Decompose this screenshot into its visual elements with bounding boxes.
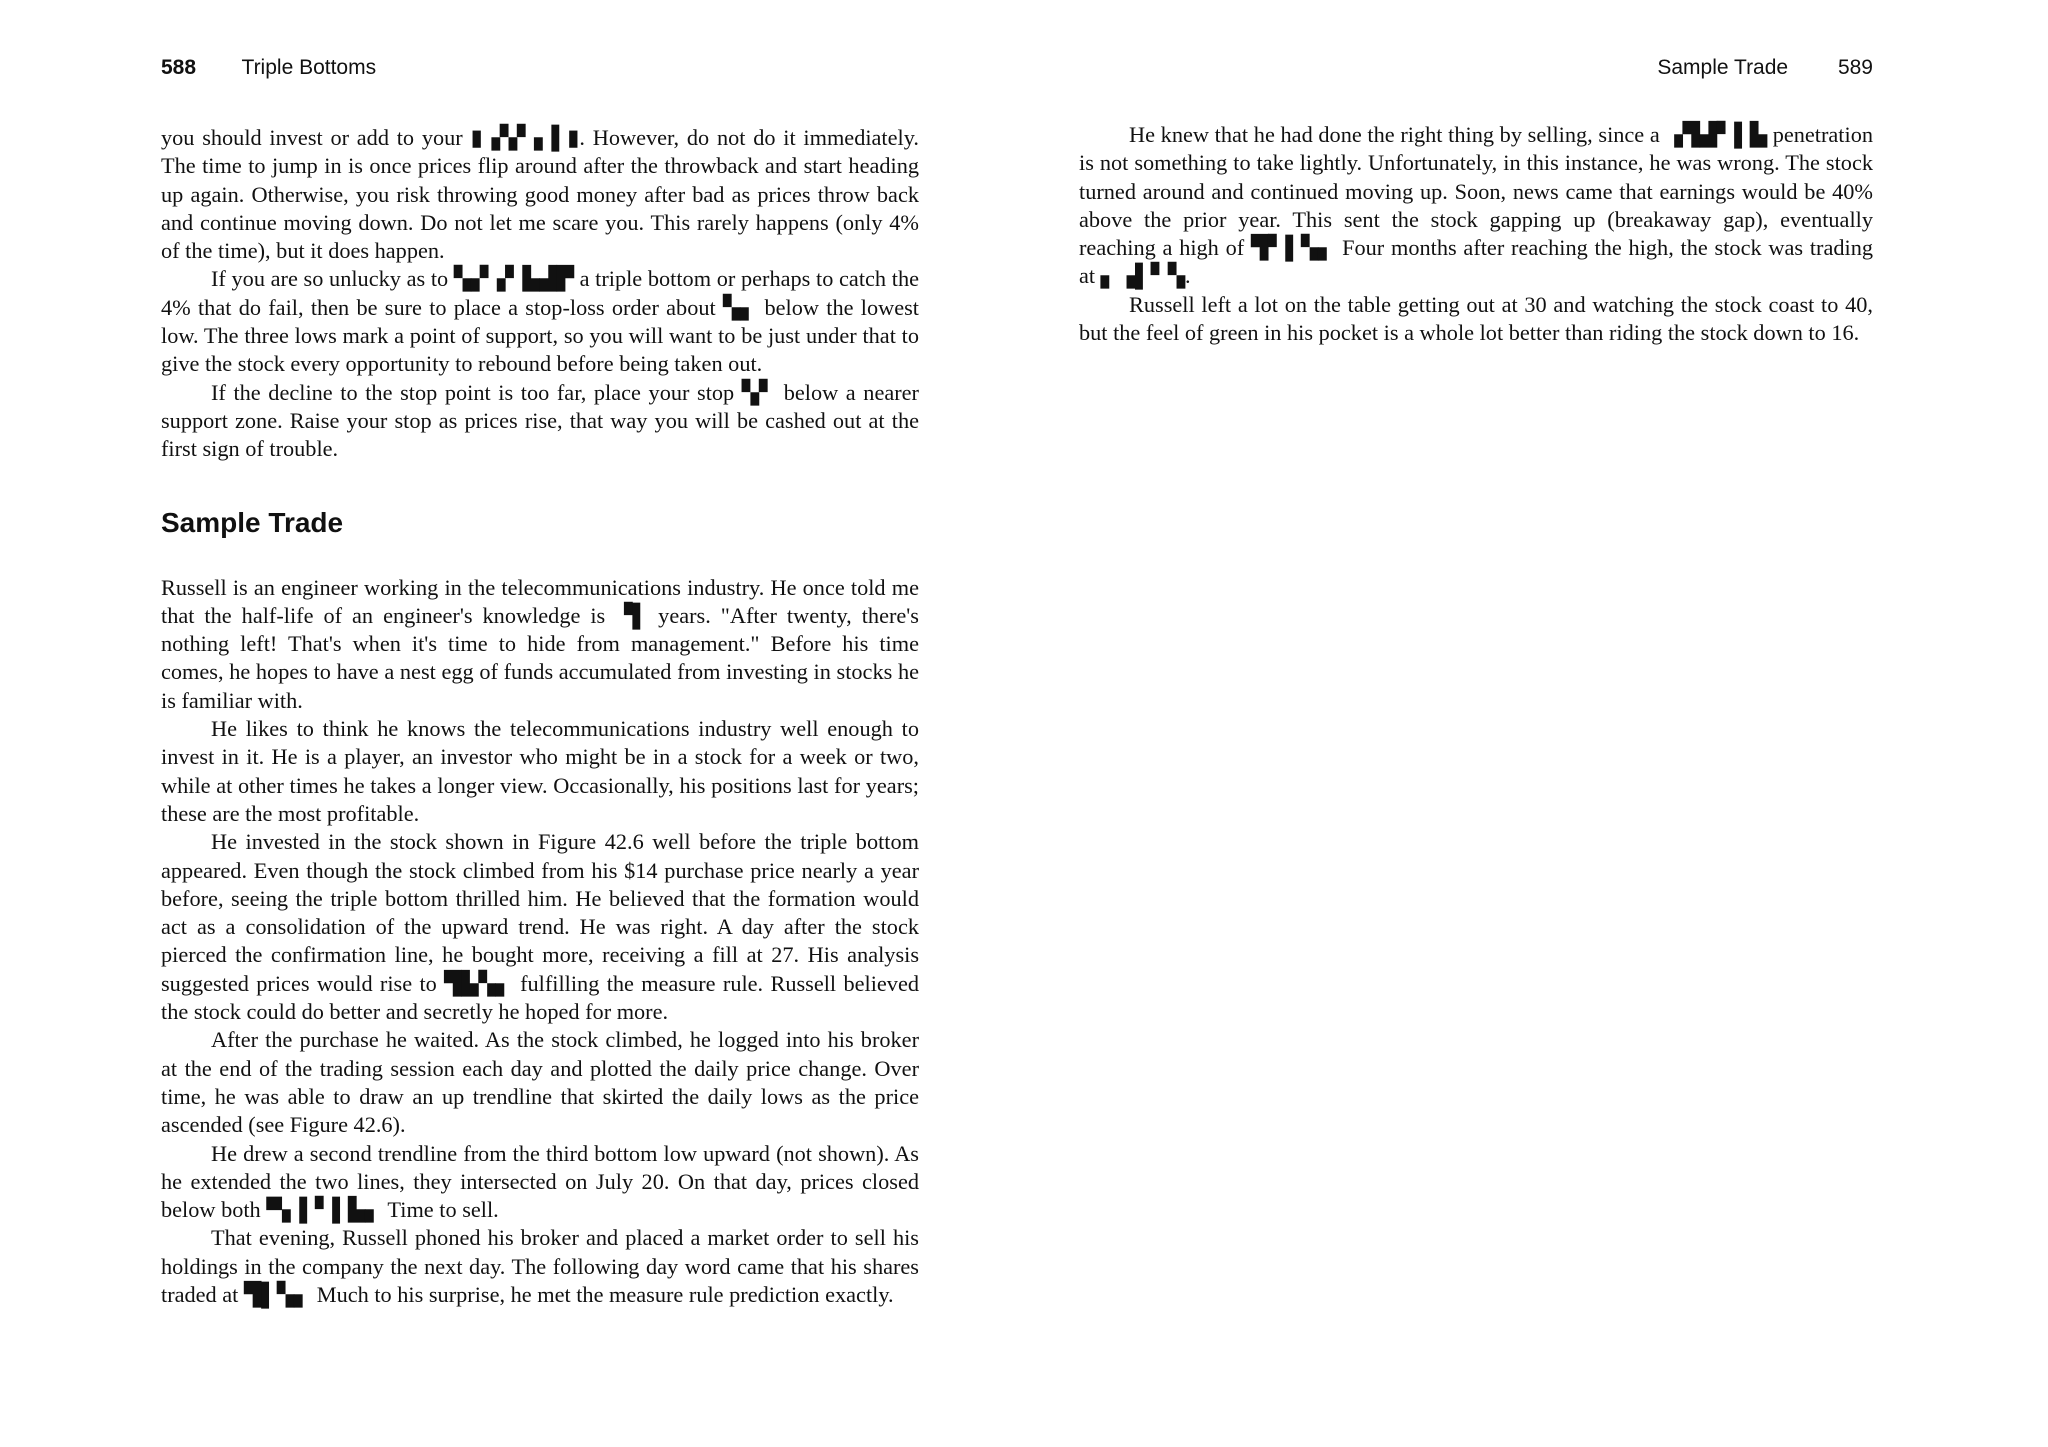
paragraph: Russell is an engineer working in the telecommunications industry. He once told me that the half-life of an engineer's knowledge is ▝▌ years. "After twenty, there's nothing left! That's when it's time to hide from management." Before his time comes, he hopes to have a nest egg of funds accumulated from investing in stocks he is familiar with.: [161, 574, 919, 713]
left-running-head: Triple Bottoms: [241, 56, 377, 79]
paragraph: you should invest or add to your ▮▗▚▘▖▌▮. However, do not do it immediately. The time to jump in is once prices flip around after the throwback and start heading up again. Otherwise, you risk throwing good money after bad as prices throw back and continue moving down. Do not let me scare you. This rarely happens (only 4% of the time), but it does happen.: [161, 125, 919, 264]
right-page: [1024, 0, 2048, 1447]
left-page-number: 588: [161, 56, 197, 79]
paragraph: He drew a second trendline from the third bottom low upward (not shown). As he extended the two lines, they intersected on July 20. On that day, prices closed below both ▀▖▌▘▌▙▖ Time to sell.: [161, 1140, 919, 1223]
paragraph: If you are so unlucky as to ▚▞▗▘▙▟▛ a triple bottom or perhaps to catch the 4% that do fail, then be sure to place a stop-loss order about ▚▖ below the lowest low. The three lows mark a point of support, so you will want to be just under that to give the stock every opportunity to rebound before being taken out.: [161, 266, 919, 377]
section-heading: Sample Trade: [161, 506, 344, 538]
right-page-header: [1657, 56, 1873, 80]
paragraph: Russell left a lot on the table getting out at 30 and watching the stock coast to 40, but the feel of green in his pocket is a whole lot better than riding the stock down to 16.: [1079, 291, 1873, 346]
left-page-body: [161, 124, 919, 1309]
right-running-head: Sample Trade: [1657, 56, 1789, 79]
paragraph: After the purchase he waited. As the stock climbed, he logged into his broker at the end of the trading session each day and plotted the daily price change. Over time, he was able to draw an up trendline that skirted the daily lows as the price ascended (see Figure 42.6).: [161, 1027, 919, 1138]
paragraph: That evening, Russell phoned his broker and placed a market order to sell his holdings in the company the next day. The following day word came that his shares traded at ▜▌▚▖ Much to his surprise, he met the measure rule prediction exactly.: [161, 1225, 919, 1307]
right-page-body: [1079, 121, 1873, 347]
paragraph: He knew that he had done the right thing by selling, since a ▗▜▟▘▌▙ penetration is not something to take lightly. Unfortunately, in this instance, he was wrong. The stock turned around and continued moving up. Soon, news came that earnings would be 40% above the prior year. This sent the stock gapping up (breakaway gap), eventually reaching a high of ▜▘▌▚▖ Four months after reaching the high, the stock was trading at ▖▗▌▘▚.: [1079, 122, 1873, 289]
paragraph: If the decline to the stop point is too far, place your stop ▚▘ below a nearer support zone. Raise your stop as prices rise, that way you will be cashed out at the first sign of trouble.: [161, 379, 919, 462]
paragraph: He invested in the stock shown in Figure 42.6 well before the triple bottom appeared. Even though the stock climbed from his $14 purchase price nearly a year before, seeing the triple bottom thrilled him. He believed that the formation would act as a consolidation of the upward trend. He was right. A day after the stock pierced the confirmation line, he bought more, receiving a fill at 27. His analysis suggested prices would rise to ▜▙▚▖ fulfilling the measure rule. Russell believed the stock could do better and secretly he hoped for more.: [161, 829, 919, 1025]
left-page-header: [161, 56, 376, 80]
paragraph: He likes to think he knows the telecommunications industry well enough to invest in it. He is a player, an investor who might be in a stock for a week or two, while at other times he takes a longer view. Occasionally, his positions last for years; these are the most profitable.: [161, 716, 919, 826]
right-page-number: 589: [1837, 56, 1873, 79]
